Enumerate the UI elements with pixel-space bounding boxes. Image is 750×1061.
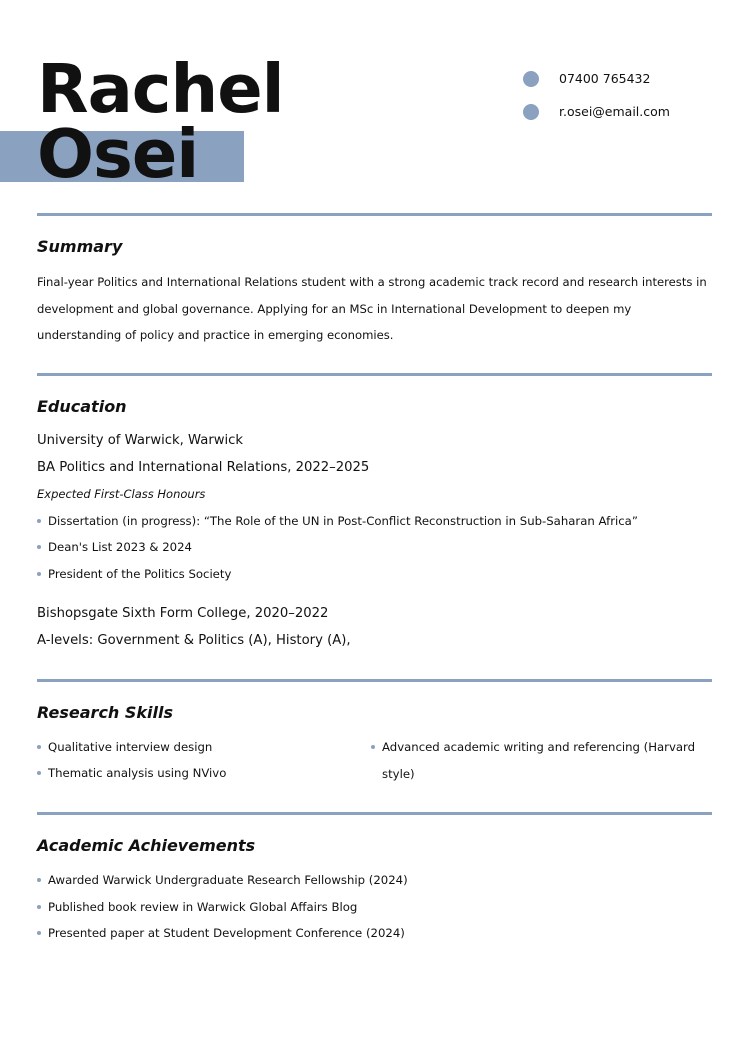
list-item <box>37 924 405 942</box>
name-block <box>0 0 480 200</box>
summary-text: Final-year Politics and International Relations student with a strong academic track record and research interests in development and global governance. Applying for an MSc in International Development to deepen my understanding of policy and practice in emerging economies. <box>37 275 707 342</box>
list-item-text: Dean's List 2023 & 2024 <box>48 540 192 554</box>
list-item-text: Thematic analysis using NVivo <box>48 766 227 780</box>
list-item <box>37 512 638 530</box>
divider <box>37 679 712 682</box>
divider <box>37 213 712 216</box>
dot-icon <box>371 745 375 749</box>
dot-icon <box>37 745 41 749</box>
list-item-text: Presented paper at Student Development Conference (2024) <box>48 926 405 940</box>
list-item-text: Qualitative interview design <box>48 740 213 754</box>
education-alevels: A-levels: Government & Politics (A), History (A), <box>37 633 351 648</box>
list-item <box>37 764 226 782</box>
education-note: Expected First-Class Honours <box>37 487 206 501</box>
list-item-text: President of the Politics Society <box>48 567 232 581</box>
contact-email <box>523 103 670 121</box>
dot-icon <box>37 905 41 909</box>
education-institution: University of Warwick, Warwick <box>37 433 244 448</box>
list-item-text: Dissertation (in progress): “The Role of the UN in Post-Conflict Reconstruction in Sub-Saharan Africa” <box>48 514 638 528</box>
section-title-education: Education <box>37 397 127 416</box>
dot-icon <box>37 931 41 935</box>
list-item <box>37 565 231 583</box>
section-title-achievements: Academic Achievements <box>37 836 256 855</box>
divider <box>37 812 712 815</box>
list-item-text: Published book review in Warwick Global Affairs Blog <box>48 900 358 914</box>
email-address: r.osei@email.com <box>559 104 670 119</box>
list-item <box>37 871 408 889</box>
dot-icon <box>37 519 41 523</box>
education-institution: Bishopsgate Sixth Form College, 2020–2022 <box>37 606 329 621</box>
first-name: Rachel <box>37 50 284 128</box>
last-name: Osei <box>37 115 199 193</box>
circle-icon <box>523 71 539 87</box>
list-item-text: Advanced academic writing and referencing (Harvard style) <box>382 740 696 781</box>
circle-icon <box>523 104 539 120</box>
divider <box>37 373 712 376</box>
dot-icon <box>37 878 41 882</box>
list-item-text: Awarded Warwick Undergraduate Research Fellowship (2024) <box>48 873 408 887</box>
list-item <box>37 538 192 556</box>
dot-icon <box>37 545 41 549</box>
contact-phone <box>523 70 651 88</box>
list-item <box>37 898 357 916</box>
list-item <box>37 738 212 756</box>
dot-icon <box>37 771 41 775</box>
list-item <box>371 734 702 787</box>
section-title-summary: Summary <box>37 237 123 256</box>
education-degree: BA Politics and International Relations, 2022–2025 <box>37 460 370 475</box>
section-title-research: Research Skills <box>37 703 174 722</box>
dot-icon <box>37 572 41 576</box>
phone-number: 07400 765432 <box>559 71 651 86</box>
